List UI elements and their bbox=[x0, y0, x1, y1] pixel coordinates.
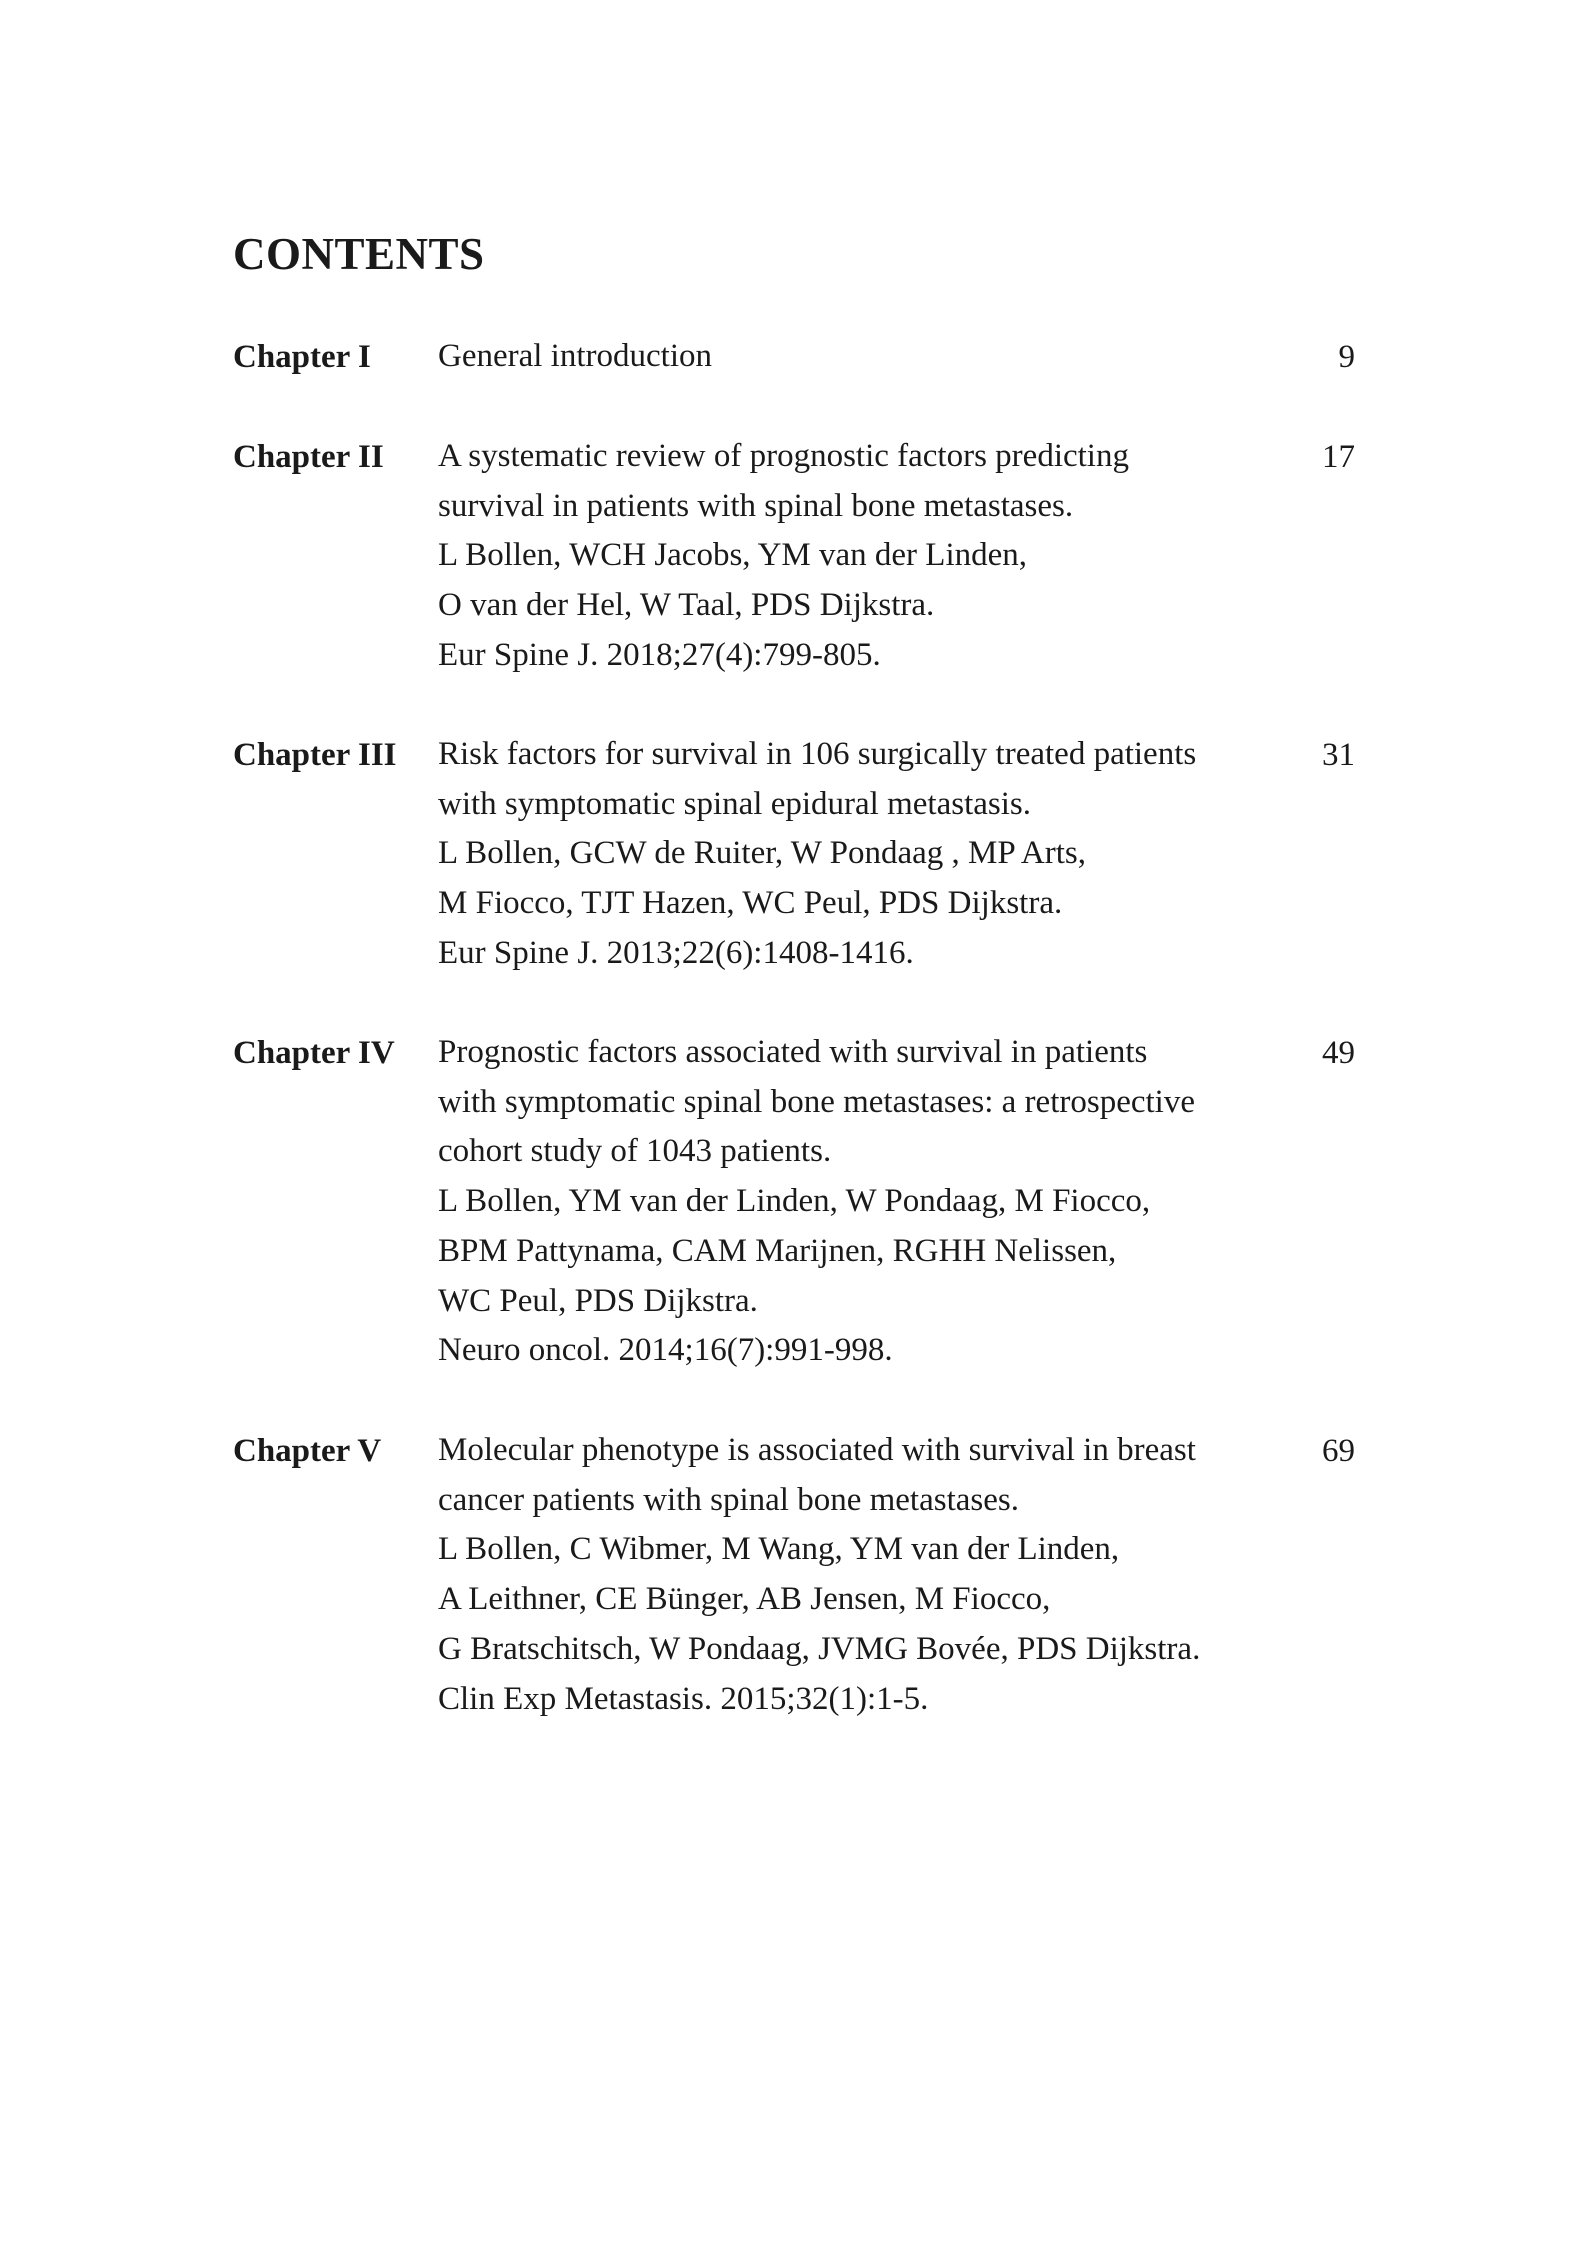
chapter-authors-line: A Leithner, CE Bünger, AB Jensen, M Fiocco, bbox=[438, 1581, 1051, 1618]
page-title: CONTENTS bbox=[233, 229, 485, 279]
chapter-authors-line: BPM Pattynama, CAM Marijnen, RGHH Nelissen, bbox=[438, 1232, 1117, 1269]
chapter-authors-line: WC Peul, PDS Dijkstra. bbox=[438, 1282, 758, 1319]
chapter-title-line: A systematic review of prognostic factors predicting bbox=[438, 438, 1129, 474]
chapter-authors-line: L Bollen, YM van der Linden, W Pondaag, M Fiocco, bbox=[438, 1183, 1151, 1220]
chapter-label: Chapter II bbox=[233, 439, 384, 475]
chapter-title-line: Molecular phenotype is associated with survival in breast bbox=[438, 1432, 1196, 1468]
chapter-authors-line: M Fiocco, TJT Hazen, WC Peul, PDS Dijkstra. bbox=[438, 885, 1063, 922]
chapter-title-line: with symptomatic spinal epidural metastasis. bbox=[438, 785, 1031, 822]
chapter-citation: Eur Spine J. 2013;22(6):1408-1416. bbox=[438, 934, 914, 971]
chapter-description bbox=[438, 1426, 1238, 1724]
chapter-title: General introduction bbox=[438, 338, 712, 374]
chapter-description bbox=[438, 432, 1238, 681]
chapter-authors-line: L Bollen, C Wibmer, M Wang, YM van der Linden, bbox=[438, 1531, 1120, 1568]
chapter-authors-line: L Bollen, GCW de Ruiter, W Pondaag , MP Arts, bbox=[438, 835, 1086, 872]
chapter-label: Chapter I bbox=[233, 339, 371, 375]
chapter-description bbox=[438, 332, 1238, 382]
chapter-label: Chapter III bbox=[233, 737, 397, 773]
chapter-authors-line: O van der Hel, W Taal, PDS Dijkstra. bbox=[438, 587, 935, 624]
chapter-description bbox=[438, 730, 1238, 979]
chapter-title-line: survival in patients with spinal bone metastases. bbox=[438, 487, 1074, 524]
page-number: 9 bbox=[1338, 339, 1355, 375]
chapter-title-line: cancer patients with spinal bone metastases. bbox=[438, 1481, 1019, 1518]
chapter-title-line: with symptomatic spinal bone metastases: a retrospective bbox=[438, 1083, 1195, 1120]
page-number: 49 bbox=[1322, 1035, 1355, 1071]
chapter-citation: Neuro oncol. 2014;16(7):991-998. bbox=[438, 1332, 893, 1369]
chapter-label: Chapter V bbox=[233, 1433, 382, 1469]
chapter-authors-line: G Bratschitsch, W Pondaag, JVMG Bovée, PDS Dijkstra. bbox=[438, 1630, 1201, 1667]
chapter-title-line: cohort study of 1043 patients. bbox=[438, 1133, 832, 1170]
page-number: 69 bbox=[1322, 1433, 1355, 1469]
chapter-authors-line: L Bollen, WCH Jacobs, YM van der Linden, bbox=[438, 537, 1028, 574]
chapter-citation: Eur Spine J. 2018;27(4):799-805. bbox=[438, 636, 881, 673]
chapter-description bbox=[438, 1028, 1238, 1376]
page-number: 31 bbox=[1322, 737, 1355, 773]
chapter-title-line: Risk factors for survival in 106 surgically treated patients bbox=[438, 736, 1197, 772]
chapter-citation: Clin Exp Metastasis. 2015;32(1):1-5. bbox=[438, 1680, 929, 1717]
chapter-title-line: Prognostic factors associated with survival in patients bbox=[438, 1034, 1148, 1070]
chapter-label: Chapter IV bbox=[233, 1035, 395, 1071]
page-number: 17 bbox=[1322, 439, 1355, 475]
